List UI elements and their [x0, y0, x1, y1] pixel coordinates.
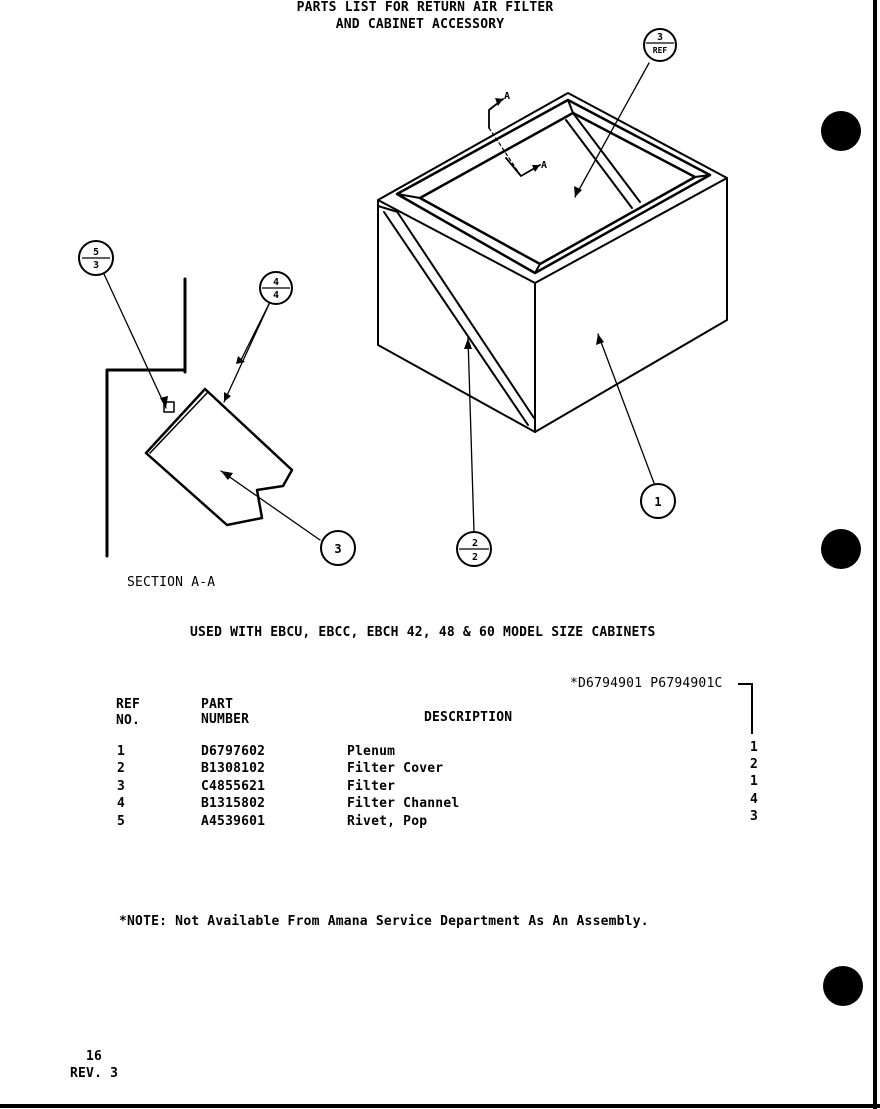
svg-text:2: 2 [471, 552, 479, 563]
callout-3 [321, 531, 355, 565]
row-part: A4539601 [201, 814, 266, 829]
row-qty: 1 [750, 740, 759, 755]
plenum-cabinet [378, 93, 727, 432]
callout-3-ref [644, 29, 676, 61]
callout-5 [79, 241, 113, 275]
row-desc: Filter [347, 779, 396, 794]
model-bracket [730, 680, 760, 740]
page-number: 16 [86, 1049, 103, 1064]
svg-text:4: 4 [272, 290, 280, 301]
svg-text:REF: REF [652, 46, 668, 55]
svg-text:2: 2 [471, 538, 479, 549]
row-ref: 5 [117, 814, 126, 829]
row-part: C4855621 [201, 779, 266, 794]
page-edge-bottom [0, 1104, 880, 1108]
row-part: B1308102 [201, 761, 266, 776]
row-qty: 3 [750, 809, 759, 824]
section-detail [107, 279, 292, 556]
binder-hole [823, 966, 863, 1006]
row-desc: Rivet, Pop [347, 814, 428, 829]
page-title: PARTS LIST FOR RETURN AIR FILTER [296, 0, 554, 15]
row-part: D6797602 [201, 744, 266, 759]
row-part: B1315802 [201, 796, 266, 811]
model-header: *D6794901 P6794901C [570, 676, 723, 691]
footnote: *NOTE: Not Available From Amana Service Department As An Assembly. [119, 914, 649, 929]
row-qty: 4 [750, 792, 759, 807]
row-ref: 2 [117, 761, 126, 776]
revision-label: REV. 3 [70, 1066, 119, 1081]
callout-4 [260, 272, 292, 304]
row-desc: Plenum [347, 744, 396, 759]
row-ref: 1 [117, 744, 126, 759]
col-ref-header: NO. [116, 713, 141, 728]
svg-text:3: 3 [334, 542, 342, 556]
col-description-header: DESCRIPTION [424, 710, 513, 725]
svg-text:4: 4 [272, 277, 280, 288]
usage-note: USED WITH EBCU, EBCC, EBCH 42, 48 & 60 MODEL SIZE CABINETS [190, 625, 656, 640]
section-marker-a: A [541, 160, 548, 171]
svg-text:1: 1 [654, 495, 662, 509]
row-desc: Filter Cover [347, 761, 444, 776]
section-label: SECTION A-A [127, 575, 216, 590]
page-subtitle: AND CABINET ACCESSORY [335, 17, 505, 32]
row-ref: 3 [117, 779, 126, 794]
row-qty: 1 [750, 774, 759, 789]
svg-text:3: 3 [656, 32, 664, 43]
col-part-header: NUMBER [201, 712, 250, 727]
section-marker-a: A [504, 91, 511, 102]
svg-text:5: 5 [92, 247, 100, 258]
callout-2 [457, 532, 491, 566]
col-part-header: PART [201, 697, 234, 712]
col-ref-header: REF [116, 697, 141, 712]
row-ref: 4 [117, 796, 126, 811]
row-desc: Filter Channel [347, 796, 460, 811]
row-qty: 2 [750, 757, 759, 772]
callout-1 [641, 484, 675, 518]
svg-text:3: 3 [92, 260, 100, 271]
